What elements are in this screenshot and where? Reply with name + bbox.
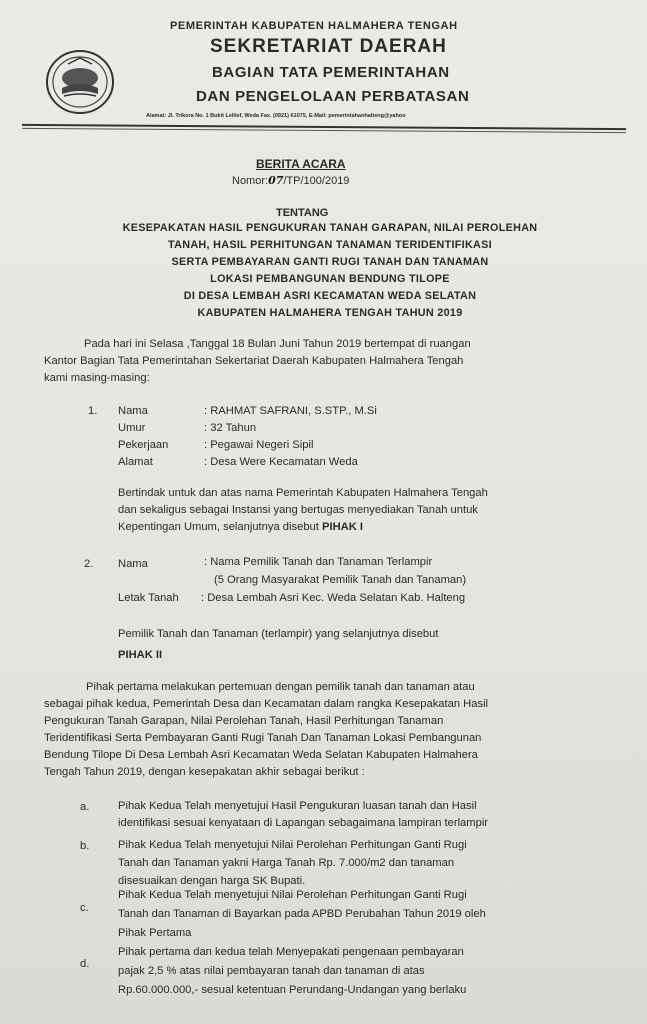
subject-line: KESEPAKATAN HASIL PENGUKURAN TANAH GARAPAN, NILAI PEROLEHAN [122, 222, 538, 234]
item-line: pajak 2,5 % atas nilai pembayaran tanah dan tanaman di atas [118, 965, 425, 977]
party1-job-label: Pekerjaan [118, 439, 169, 451]
office-address: Alamat: Jl. Trikora No. 1 Bukit Lelilef, Weda Fax. (0921) 61075, E-Mail: pemerintahanhalteng@yahoo [146, 113, 406, 119]
item-letter: d. [80, 958, 90, 970]
party1-name-label: Nama [118, 405, 148, 417]
agreement-intro-line: Tengah Tahun 2019, dengan kesepakatan akhir sebagai berikut : [44, 766, 365, 778]
number-handwritten: 07 [268, 174, 284, 187]
party2-role-line: Pemilik Tanah dan Tanaman (terlampir) yang selanjutnya disebut [118, 628, 439, 640]
subject-block [40, 220, 620, 322]
party2-role-name: PIHAK II [118, 649, 163, 661]
party2-location-label: Letak Tanah [118, 592, 179, 604]
bureau-name-line2: DAN PENGELOLAAN PERBATASAN [196, 88, 470, 105]
item-line: Pihak Kedua Telah menyetujui Nilai Perolehan Perhitungan Ganti Rugi [118, 839, 467, 851]
party2-name-value: : Nama Pemilik Tanah dan Tanaman Terlampir [204, 556, 433, 568]
party1-name-value: : RAHMAT SAFRANI, S.STP., M.Si [204, 405, 377, 417]
intro-line: kami masing-masing: [44, 372, 150, 384]
document-number [232, 174, 349, 187]
party1-role-line [118, 520, 363, 535]
item-line: Pihak Pertama [118, 927, 192, 939]
party1-role-line: dan sekaligus sebagai Instansi yang bertugas menyediakan Tanah untuk [118, 504, 478, 516]
item-line: Tanah dan Tanaman yakni Harga Tanah Rp. 7.000/m2 dan tanaman [118, 857, 455, 869]
party1-job-value: : Pegawai Negeri Sipil [204, 439, 314, 451]
subject-line: DI DESA LEMBAH ASRI KECAMATAN WEDA SELATAN [183, 290, 477, 302]
party2-location-value: : Desa Lembah Asri Kec. Weda Selatan Kab. Halteng [201, 592, 466, 604]
subject-line: KABUPATEN HALMAHERA TENGAH TAHUN 2019 [197, 307, 463, 319]
subject-line: LOKASI PEMBANGUNAN BENDUNG TILOPE [210, 273, 450, 285]
item-line: identifikasi sesuai kenyataan di Lapangan sebagaimana lampiran terlampir [118, 817, 489, 829]
item-letter: c. [80, 902, 89, 914]
number-prefix: Nomor: [232, 175, 269, 187]
item-line: Pihak Kedua Telah menyetujui Hasil Pengukuran luasan tanah dan Hasil [118, 800, 477, 812]
agreement-intro-line: Pihak pertama melakukan pertemuan dengan pemilik tanah dan tanaman atau [86, 681, 475, 693]
party2-number: 2. [84, 558, 94, 570]
party1-role-name: PIHAK I [322, 521, 364, 533]
subject-line: SERTA PEMBAYARAN GANTI RUGI TANAH DAN TANAMAN [171, 256, 489, 268]
party2-name-label: Nama [118, 558, 148, 570]
secretariat-name: SEKRETARIAT DAERAH [210, 36, 447, 57]
item-line: Pihak Kedua Telah menyetujui Nilai Perolehan Perhitungan Ganti Rugi [118, 889, 467, 901]
party1-number: 1. [88, 405, 98, 417]
number-suffix: /TP/100/2019 [283, 175, 350, 187]
intro-line: Pada hari ini Selasa ,Tanggal 18 Bulan Juni Tahun 2019 bertempat di ruangan [84, 338, 471, 350]
agreement-intro-line: Pengukuran Tanah Garapan, Nilai Perolehan Tanah, Hasil Perhitungan Tanaman [44, 715, 444, 727]
subject-line: TANAH, HASIL PERHITUNGAN TANAMAN TERIDENTIFIKASI [168, 239, 492, 251]
party2-name-note: (5 Orang Masyarakat Pemilik Tanah dan Tanaman) [214, 574, 467, 586]
party1-address-label: Alamat [118, 456, 153, 468]
subject-heading: TENTANG [276, 207, 329, 219]
item-line: Pihak pertama dan kedua telah Menyepakati pengenaan pembayaran [118, 946, 464, 958]
party1-address-value: : Desa Were Kecamatan Weda [204, 456, 358, 468]
document-title: BERITA ACARA [256, 157, 346, 171]
item-letter: b. [80, 840, 90, 852]
intro-line: Kantor Bagian Tata Pemerintahan Sekertariat Daerah Kabupaten Halmahera Tengah [44, 355, 464, 367]
agreement-intro-line: sebagai pihak kedua, Pemerintah Desa dan Kecamatan dalam rangka Kesepakatan Hasil [44, 698, 489, 710]
agreement-intro-line: Teridentifikasi Serta Pembayaran Ganti Rugi Tanah Dan Tanaman Lokasi Pembangunan [44, 732, 482, 744]
party1-age-value: : 32 Tahun [204, 422, 257, 434]
government-name: PEMERINTAH KABUPATEN HALMAHERA TENGAH [170, 20, 458, 32]
agreement-intro-line: Bendung Tilope Di Desa Lembah Asri Kecamatan Weda Selatan Kabupaten Halmahera [44, 749, 478, 761]
item-line: Tanah dan Tanaman di Bayarkan pada APBD Perubahan Tahun 2019 oleh [118, 908, 486, 920]
bureau-name-line1: BAGIAN TATA PEMERINTAHAN [212, 64, 450, 81]
item-letter: a. [80, 801, 90, 813]
party1-age-label: Umur [118, 422, 146, 434]
party1-role-text: Kepentingan Umum, selanjutnya disebut [118, 521, 319, 533]
item-line: disesuaikan dengan harga SK Bupati. [118, 875, 306, 887]
regency-emblem-icon [44, 48, 116, 116]
party1-role-line: Bertindak untuk dan atas nama Pemerintah Kabupaten Halmahera Tengah [118, 487, 488, 499]
item-line: Rp.60.000.000,- sesual ketentuan Perundang-Undangan yang berlaku [118, 984, 467, 996]
